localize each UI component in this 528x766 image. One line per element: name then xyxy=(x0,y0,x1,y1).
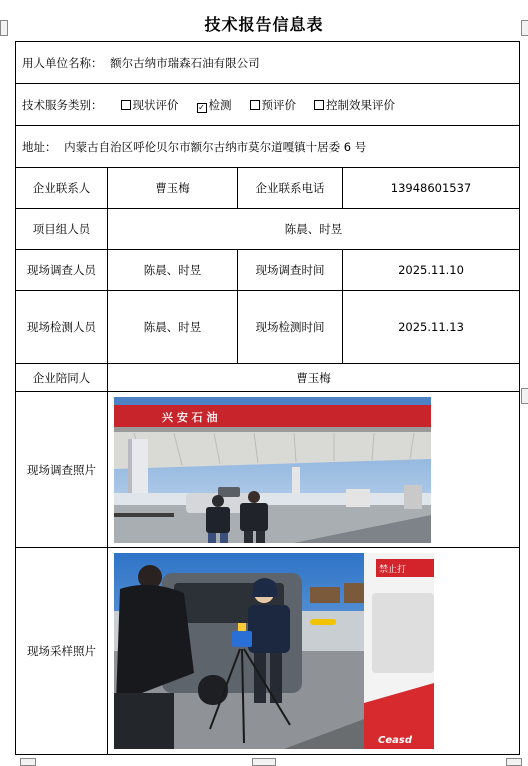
survey-staff: 陈晨、时昱 xyxy=(108,250,238,291)
page-edge-marker xyxy=(521,20,528,36)
checkbox-unchecked-icon xyxy=(250,100,260,110)
document-title: 技术报告信息表 xyxy=(204,15,324,34)
escort-label: 企业陪同人 xyxy=(16,364,108,392)
testing-staff: 陈晨、时昱 xyxy=(108,291,238,364)
sampling-photo xyxy=(114,553,434,749)
address-label: 地址： xyxy=(22,139,57,154)
canopy-sign: 兴 安 石 油 xyxy=(162,411,218,424)
pump-brand-text: Ceasd xyxy=(378,735,412,746)
service-row xyxy=(16,84,520,126)
contact-row xyxy=(16,168,520,209)
option-control-effect xyxy=(314,98,395,112)
testing-time: 2025.11.13 xyxy=(343,291,520,364)
client-row xyxy=(16,42,520,84)
testing-row xyxy=(16,291,520,364)
gas-station-scene xyxy=(114,397,431,543)
survey-photo-label: 现场调查照片 xyxy=(16,392,108,548)
team-label: 项目组人员 xyxy=(16,209,108,250)
sampling-photo-label: 现场采样照片 xyxy=(16,548,108,755)
option-current-evaluation xyxy=(121,98,179,112)
client-label: 用人单位名称： xyxy=(22,55,103,70)
checkbox-unchecked-icon xyxy=(314,100,324,110)
option-label: 检测 xyxy=(208,97,232,112)
survey-time-label: 现场调查时间 xyxy=(238,250,343,291)
gas-station-photo xyxy=(114,397,431,543)
contact-name: 曹玉梅 xyxy=(108,168,238,209)
sampling-photo-row xyxy=(16,548,520,755)
option-pre-evaluation xyxy=(250,98,297,112)
survey-row xyxy=(16,250,520,291)
escort-name: 曹玉梅 xyxy=(108,364,520,392)
checkbox-checked-icon: ✓ xyxy=(198,102,205,112)
survey-staff-label: 现场调查人员 xyxy=(16,250,108,291)
pump-warning-text: 禁止打 xyxy=(379,565,407,575)
option-label: 预评价 xyxy=(261,97,296,112)
survey-photo-row xyxy=(16,392,520,548)
service-label: 技术服务类别： xyxy=(22,97,103,112)
testing-staff-label: 现场检测人员 xyxy=(16,291,108,364)
page-edge-marker xyxy=(0,20,8,36)
option-testing xyxy=(197,98,232,112)
contact-label: 企业联系人 xyxy=(16,168,108,209)
option-label: 控制效果评价 xyxy=(326,97,395,112)
testing-time-label: 现场检测时间 xyxy=(238,291,343,364)
team-members: 陈晨、时昱 xyxy=(108,209,520,250)
report-info-table xyxy=(15,41,520,755)
team-row xyxy=(16,209,520,250)
survey-time: 2025.11.10 xyxy=(343,250,520,291)
client-name: 额尔古纳市瑞森石油有限公司 xyxy=(110,55,260,70)
option-label: 现状评价 xyxy=(132,97,179,112)
sampling-scene xyxy=(114,553,434,749)
checkbox-unchecked-icon xyxy=(121,100,131,110)
address-value: 内蒙古自治区呼伦贝尔市额尔古纳市莫尔道嘎镇十居委 6 号 xyxy=(64,139,367,154)
phone-value: 13948601537 xyxy=(343,168,520,209)
address-row xyxy=(16,126,520,168)
escort-row xyxy=(16,364,520,392)
phone-label: 企业联系电话 xyxy=(238,168,343,209)
page-edge-marker xyxy=(521,388,528,404)
